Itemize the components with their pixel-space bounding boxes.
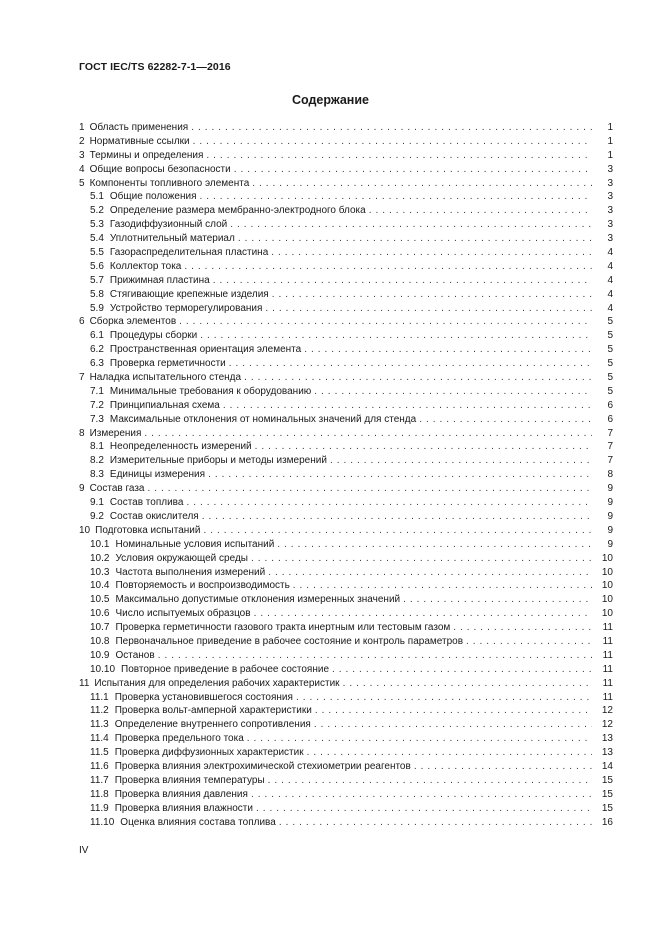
toc-entry-page: 9 <box>607 483 613 495</box>
dot-leader <box>314 718 592 732</box>
toc-entry-page: 5 <box>607 316 613 328</box>
toc-entry-title: Принципиальная схема <box>109 399 220 411</box>
toc-entry[interactable] <box>79 190 613 204</box>
toc-entry-title: Проверка диффузионных характеристик <box>114 747 304 759</box>
toc-entry-number: 10.8 <box>90 635 110 647</box>
toc-entry-number: 7.1 <box>90 385 104 397</box>
toc-entry[interactable] <box>79 302 613 316</box>
toc-entry-title: Пространственная ориентация элемента <box>109 344 302 356</box>
toc-entry-title: Измерительные приборы и методы измерений <box>109 455 327 467</box>
toc-entry-page: 16 <box>601 816 613 828</box>
toc-entry-title: Проверка вольт-амперной характеристики <box>114 705 312 717</box>
dot-leader <box>419 413 592 427</box>
toc-entry-page: 4 <box>607 302 613 314</box>
toc-entry[interactable] <box>79 704 613 718</box>
toc-entry-title: Нормативные ссылки <box>89 135 190 147</box>
dot-leader <box>238 232 592 246</box>
toc-entry-title: Условия окружающей среды <box>115 552 248 564</box>
toc-entry-number: 10.1 <box>90 538 110 550</box>
toc-entry-title: Определение внутреннего сопротивления <box>114 719 311 731</box>
dot-leader <box>206 149 592 163</box>
toc-entry-title: Останов <box>115 649 155 661</box>
toc-entry-page: 3 <box>607 191 613 203</box>
toc-entry-number: 5.8 <box>90 288 104 300</box>
toc-entry-title: Повторное приведение в рабочее состояние <box>121 663 330 675</box>
toc-entry[interactable] <box>79 593 613 607</box>
toc-entry-number: 10.9 <box>90 649 110 661</box>
toc-entry-title: Термины и определения <box>89 149 204 161</box>
dot-leader <box>247 732 592 746</box>
dot-leader <box>265 302 592 316</box>
toc-entry-title: Проверка герметичности газового тракта инертным или тестовым газом <box>115 622 451 634</box>
toc-entry-page: 7 <box>607 441 613 453</box>
toc-entry[interactable] <box>79 760 613 774</box>
toc-entry-page: 9 <box>607 497 613 509</box>
toc-entry-page: 15 <box>601 774 613 786</box>
toc-entry-number: 7.2 <box>90 399 104 411</box>
toc-entry-number: 11.8 <box>90 788 109 800</box>
toc-entry-number: 4 <box>79 163 85 175</box>
toc-entry-page: 7 <box>607 455 613 467</box>
dot-leader <box>268 774 592 788</box>
toc-entry-number: 5.2 <box>90 205 104 217</box>
toc-entry-title: Состав газа <box>89 483 145 495</box>
toc-entry-number: 10.4 <box>90 580 110 592</box>
dot-leader <box>304 343 592 357</box>
toc-entry-page: 1 <box>607 149 613 161</box>
toc-entry-page: 4 <box>607 288 613 300</box>
toc-entry-number: 11.7 <box>90 774 109 786</box>
dot-leader <box>230 218 592 232</box>
toc-entry-number: 10.6 <box>90 608 110 620</box>
toc-entry-number: 11.1 <box>90 691 109 703</box>
toc-entry[interactable] <box>79 816 613 830</box>
dot-leader <box>256 802 592 816</box>
toc-entry-number: 11.2 <box>90 705 109 717</box>
toc-entry-page: 11 <box>602 622 613 634</box>
toc-entry-number: 11.9 <box>90 802 109 814</box>
toc-entry-number: 5.5 <box>90 247 104 259</box>
dot-leader <box>279 816 592 830</box>
dot-leader <box>213 274 592 288</box>
toc-entry-number: 8.3 <box>90 469 104 481</box>
toc-entry[interactable] <box>79 232 613 246</box>
toc-entry-title: Номинальные условия испытаний <box>115 538 275 550</box>
toc-entry-page: 5 <box>607 344 613 356</box>
toc-entry-page: 5 <box>607 372 613 384</box>
toc-entry[interactable] <box>79 621 613 635</box>
table-of-contents <box>79 121 613 829</box>
dot-leader <box>229 357 592 371</box>
toc-entry-number: 5.7 <box>90 274 104 286</box>
toc-entry[interactable] <box>79 371 613 385</box>
toc-entry-title: Общие вопросы безопасности <box>89 163 231 175</box>
toc-entry-title: Проверка установившегося состояния <box>114 691 293 703</box>
toc-entry[interactable] <box>79 510 613 524</box>
toc-entry-page: 5 <box>607 330 613 342</box>
toc-entry-page: 10 <box>601 580 613 592</box>
toc-entry-title: Процедуры сборки <box>109 330 198 342</box>
toc-entry-number: 5.3 <box>90 219 104 231</box>
toc-entry-title: Проверка влияния электрохимической стехиометрии реагентов <box>114 760 411 772</box>
toc-entry-title: Максимально допустимые отклонения измеренных значений <box>115 594 401 606</box>
toc-entry-page: 14 <box>601 760 613 772</box>
dot-leader <box>277 538 592 552</box>
toc-entry-page: 4 <box>607 274 613 286</box>
toc-entry-page: 15 <box>601 802 613 814</box>
toc-entry-number: 11.6 <box>90 760 109 772</box>
dot-leader <box>144 427 592 441</box>
toc-entry-page: 11 <box>602 663 613 675</box>
toc-entry-page: 5 <box>607 385 613 397</box>
toc-entry-number: 11.4 <box>90 733 109 745</box>
toc-entry-title: Оценка влияния состава топлива <box>120 816 276 828</box>
dot-leader <box>158 649 592 663</box>
toc-entry-number: 10.7 <box>90 622 110 634</box>
toc-entry[interactable] <box>79 454 613 468</box>
toc-entry-number: 8.2 <box>90 455 104 467</box>
dot-leader <box>293 579 592 593</box>
toc-entry-title: Неопределенность измерений <box>109 441 252 453</box>
toc-entry-number: 9 <box>79 483 85 495</box>
dot-leader <box>223 399 592 413</box>
toc-entry-number: 5.4 <box>90 233 104 245</box>
toc-entry-page: 12 <box>601 705 613 717</box>
toc-entry[interactable] <box>79 538 613 552</box>
toc-entry-number: 6.2 <box>90 344 104 356</box>
toc-entry-number: 3 <box>79 149 85 161</box>
toc-entry-page: 11 <box>602 635 613 647</box>
toc-entry-number: 7 <box>79 372 85 384</box>
toc-entry-number: 10.2 <box>90 552 110 564</box>
toc-entry[interactable] <box>79 552 613 566</box>
dot-leader <box>268 566 592 580</box>
dot-leader <box>414 760 592 774</box>
toc-entry-number: 9.1 <box>90 497 104 509</box>
toc-entry[interactable] <box>79 274 613 288</box>
toc-entry-title: Частота выполнения измерений <box>115 566 266 578</box>
toc-entry[interactable] <box>79 732 613 746</box>
toc-entry-title: Уплотнительный материал <box>109 233 235 245</box>
toc-entry-title: Проверка предельного тока <box>114 733 244 745</box>
toc-entry[interactable] <box>79 329 613 343</box>
toc-entry-title: Компоненты топливного элемента <box>89 177 250 189</box>
standard-code-header: ГОСТ IEC/TS 62282-7-1—2016 <box>79 61 231 73</box>
toc-entry-page: 10 <box>601 594 613 606</box>
toc-entry-page: 11 <box>602 649 613 661</box>
dot-leader <box>332 663 592 677</box>
toc-entry-number: 10.3 <box>90 566 110 578</box>
toc-entry[interactable] <box>79 315 613 329</box>
toc-entry[interactable] <box>79 385 613 399</box>
toc-entry[interactable] <box>79 579 613 593</box>
dot-leader <box>251 788 592 802</box>
dot-leader <box>184 260 592 274</box>
toc-entry[interactable] <box>79 121 613 135</box>
dot-leader <box>186 496 592 510</box>
dot-leader <box>244 371 592 385</box>
toc-entry-number: 1 <box>79 122 85 133</box>
toc-entry-title: Стягивающие крепежные изделия <box>109 288 269 300</box>
dot-leader <box>234 163 592 177</box>
toc-entry[interactable] <box>79 163 613 177</box>
toc-entry-page: 11 <box>602 691 613 703</box>
dot-leader <box>254 607 592 621</box>
toc-entry[interactable] <box>79 135 613 149</box>
toc-entry-page: 5 <box>607 358 613 370</box>
toc-entry-title: Проверка влияния давления <box>114 788 248 800</box>
toc-entry-page: 12 <box>601 719 613 731</box>
toc-entry-title: Испытания для определения рабочих характеристик <box>94 677 340 689</box>
dot-leader <box>203 524 592 538</box>
toc-entry-title: Минимальные требования к оборудованию <box>109 385 312 397</box>
dot-leader <box>271 246 592 260</box>
toc-entry-number: 10.10 <box>90 663 116 675</box>
toc-entry-page: 8 <box>607 469 613 481</box>
toc-entry-number: 11.3 <box>90 719 109 731</box>
dot-leader <box>343 677 592 691</box>
toc-entry[interactable] <box>79 468 613 482</box>
toc-entry-page: 9 <box>607 538 613 550</box>
dot-leader <box>330 454 592 468</box>
toc-entry-page: 15 <box>601 788 613 800</box>
toc-entry-title: Проверка влияния влажности <box>114 802 253 814</box>
toc-entry-number: 5.1 <box>90 191 104 203</box>
toc-entry-page: 1 <box>607 135 613 147</box>
toc-entry[interactable] <box>79 246 613 260</box>
toc-entry-page: 10 <box>601 566 613 578</box>
toc-entry-title: Состав окислителя <box>109 510 199 522</box>
toc-entry[interactable] <box>79 691 613 705</box>
toc-entry[interactable] <box>79 440 613 454</box>
toc-entry-title: Единицы измерения <box>109 469 206 481</box>
toc-entry-number: 6.1 <box>90 330 104 342</box>
toc-entry-number: 8 <box>79 427 85 439</box>
toc-entry[interactable] <box>79 566 613 580</box>
dot-leader <box>252 177 592 191</box>
toc-entry[interactable] <box>79 663 613 677</box>
toc-entry[interactable] <box>79 788 613 802</box>
dot-leader <box>208 468 592 482</box>
toc-entry-number: 6 <box>79 316 85 328</box>
toc-entry-page: 13 <box>601 747 613 759</box>
dot-leader <box>202 510 592 524</box>
toc-entry-title: Общие положения <box>109 191 197 203</box>
toc-entry-number: 11.5 <box>90 747 109 759</box>
dot-leader <box>251 552 592 566</box>
toc-entry-page: 6 <box>607 413 613 425</box>
toc-entry-number: 11.10 <box>90 816 115 828</box>
toc-entry-number: 10.5 <box>90 594 110 606</box>
dot-leader <box>466 635 592 649</box>
toc-entry-title: Наладка испытательного стенда <box>89 372 242 384</box>
toc-entry-title: Газораспределительная пластина <box>109 247 269 259</box>
toc-entry[interactable] <box>79 399 613 413</box>
toc-entry-page: 10 <box>601 552 613 564</box>
dot-leader <box>403 593 592 607</box>
toc-entry-title: Измерения <box>89 427 142 439</box>
toc-entry[interactable] <box>79 524 613 538</box>
toc-entry-page: 4 <box>607 260 613 272</box>
toc-entry-page: 3 <box>607 177 613 189</box>
toc-entry-page: 3 <box>607 233 613 245</box>
toc-entry-page: 3 <box>607 219 613 231</box>
dot-leader <box>315 704 592 718</box>
toc-entry-number: 7.3 <box>90 413 104 425</box>
toc-entry-title: Подготовка испытаний <box>95 524 201 536</box>
toc-entry-number: 11 <box>79 677 90 689</box>
dot-leader <box>453 621 592 635</box>
toc-entry-title: Устройство терморегулирования <box>109 302 263 314</box>
dot-leader <box>255 440 592 454</box>
toc-entry-title: Газодиффузионный слой <box>109 219 228 231</box>
dot-leader <box>314 385 592 399</box>
dot-leader <box>200 329 592 343</box>
toc-entry-title: Область применения <box>89 122 189 133</box>
toc-entry-page: 9 <box>607 510 613 522</box>
toc-entry-number: 8.1 <box>90 441 104 453</box>
toc-entry[interactable] <box>79 204 613 218</box>
toc-entry-title: Состав топлива <box>109 497 184 509</box>
toc-entry-number: 10 <box>79 524 91 536</box>
toc-entry[interactable] <box>79 218 613 232</box>
dot-leader <box>193 135 592 149</box>
toc-entry[interactable] <box>79 635 613 649</box>
page-folio: IV <box>79 845 89 856</box>
dot-leader <box>191 121 592 135</box>
dot-leader <box>200 190 593 204</box>
dot-leader <box>148 482 593 496</box>
toc-entry-title: Максимальные отклонения от номинальных значений для стенда <box>109 413 417 425</box>
toc-entry-number: 5.9 <box>90 302 104 314</box>
toc-entry-page: 3 <box>607 163 613 175</box>
toc-entry-number: 2 <box>79 135 85 147</box>
toc-entry[interactable] <box>79 482 613 496</box>
toc-entry[interactable] <box>79 357 613 371</box>
toc-entry[interactable] <box>79 260 613 274</box>
toc-entry-title: Повторяемость и воспроизводимость <box>115 580 290 592</box>
toc-entry[interactable] <box>79 496 613 510</box>
dot-leader <box>272 288 592 302</box>
toc-entry[interactable] <box>79 177 613 191</box>
toc-entry-page: 3 <box>607 205 613 217</box>
toc-entry[interactable] <box>79 774 613 788</box>
toc-entry-title: Коллектор тока <box>109 260 182 272</box>
dot-leader <box>296 691 592 705</box>
dot-leader <box>179 315 592 329</box>
toc-entry[interactable] <box>79 427 613 441</box>
toc-entry[interactable] <box>79 149 613 163</box>
toc-entry-number: 6.3 <box>90 358 104 370</box>
toc-entry[interactable] <box>79 607 613 621</box>
toc-entry-title: Первоначальное приведение в рабочее состояние и контроль параметров <box>115 635 464 647</box>
toc-entry-title: Проверка влияния температуры <box>114 774 265 786</box>
toc-entry[interactable] <box>79 718 613 732</box>
toc-entry[interactable] <box>79 746 613 760</box>
dot-leader <box>307 746 592 760</box>
toc-entry[interactable] <box>79 649 613 663</box>
toc-entry[interactable] <box>79 677 613 691</box>
toc-entry-title: Прижимная пластина <box>109 274 210 286</box>
toc-entry-number: 9.2 <box>90 510 104 522</box>
toc-entry-page: 6 <box>607 399 613 411</box>
toc-entry[interactable] <box>79 343 613 357</box>
toc-entry-page: 13 <box>601 733 613 745</box>
toc-entry-title: Число испытуемых образцов <box>115 608 251 620</box>
toc-entry[interactable] <box>79 288 613 302</box>
toc-entry-title: Определение размера мембранно-электродного блока <box>109 205 366 217</box>
toc-entry-page: 9 <box>607 524 613 536</box>
dot-leader <box>369 204 592 218</box>
toc-entry-page: 10 <box>601 608 613 620</box>
toc-entry-number: 5.6 <box>90 260 104 272</box>
toc-entry-page: 1 <box>607 122 613 133</box>
toc-entry-number: 5 <box>79 177 85 189</box>
toc-entry-page: 7 <box>607 427 613 439</box>
toc-entry-title: Сборка элементов <box>89 316 177 328</box>
toc-entry-title: Проверка герметичности <box>109 358 226 370</box>
toc-entry-page: 11 <box>602 677 613 689</box>
toc-title: Содержание <box>291 93 369 107</box>
toc-entry-page: 4 <box>607 247 613 259</box>
toc-entry[interactable] <box>79 802 613 816</box>
toc-entry[interactable] <box>79 413 613 427</box>
